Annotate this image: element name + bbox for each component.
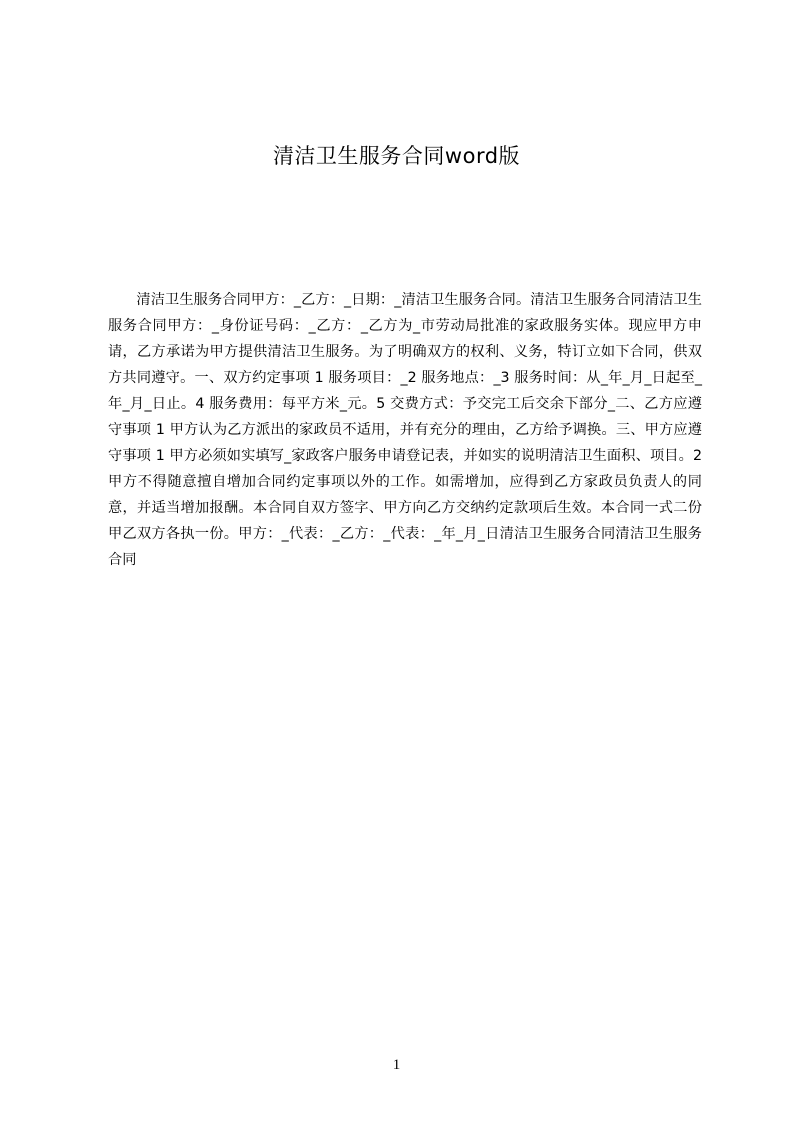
document-body-paragraph: 清洁卫生服务合同甲方：_乙方：_日期：_清洁卫生服务合同。清洁卫生服务合同清洁卫生服务合同甲方：_身份证号码：_乙方：_乙方为_市劳动局批准的家政服务实体。现应甲方申请，乙方承诺为甲方提供清洁卫生服务。为了明确双方的权利、义务，特订立如下合同，供双方共同遵守。一、双方约定事项 1 服务项目：_2 服务地点：_3 服务时间：从_年_月_日起至_年_月_日止。4 服务费用：每平方米_元。5 交费方式：予交完工后交余下部分_二、乙方应遵守事项 1 甲方认为乙方派出的家政员不适用，并有充分的理由，乙方给予调换。三、甲方应遵守事项 1 甲方必须如实填写_家政客户服务申请登记表，并如实的说明清洁卫生面积、项目。2 甲方不得随意擅自增加合同约定事项以外的工作。如需增加，应得到乙方家政员负责人的同意，并适当增加报酬。本合同自双方签字、甲方向乙方交纳约定款项后生效。本合同一式二份甲乙双方各执一份。甲方：_代表：_乙方：_代表：_年_月_日清洁卫生服务合同清洁卫生服务合同 bbox=[108, 292, 702, 568]
document-title: 清洁卫生服务合同word版 bbox=[272, 144, 521, 168]
page-number: 1 bbox=[392, 1057, 401, 1073]
